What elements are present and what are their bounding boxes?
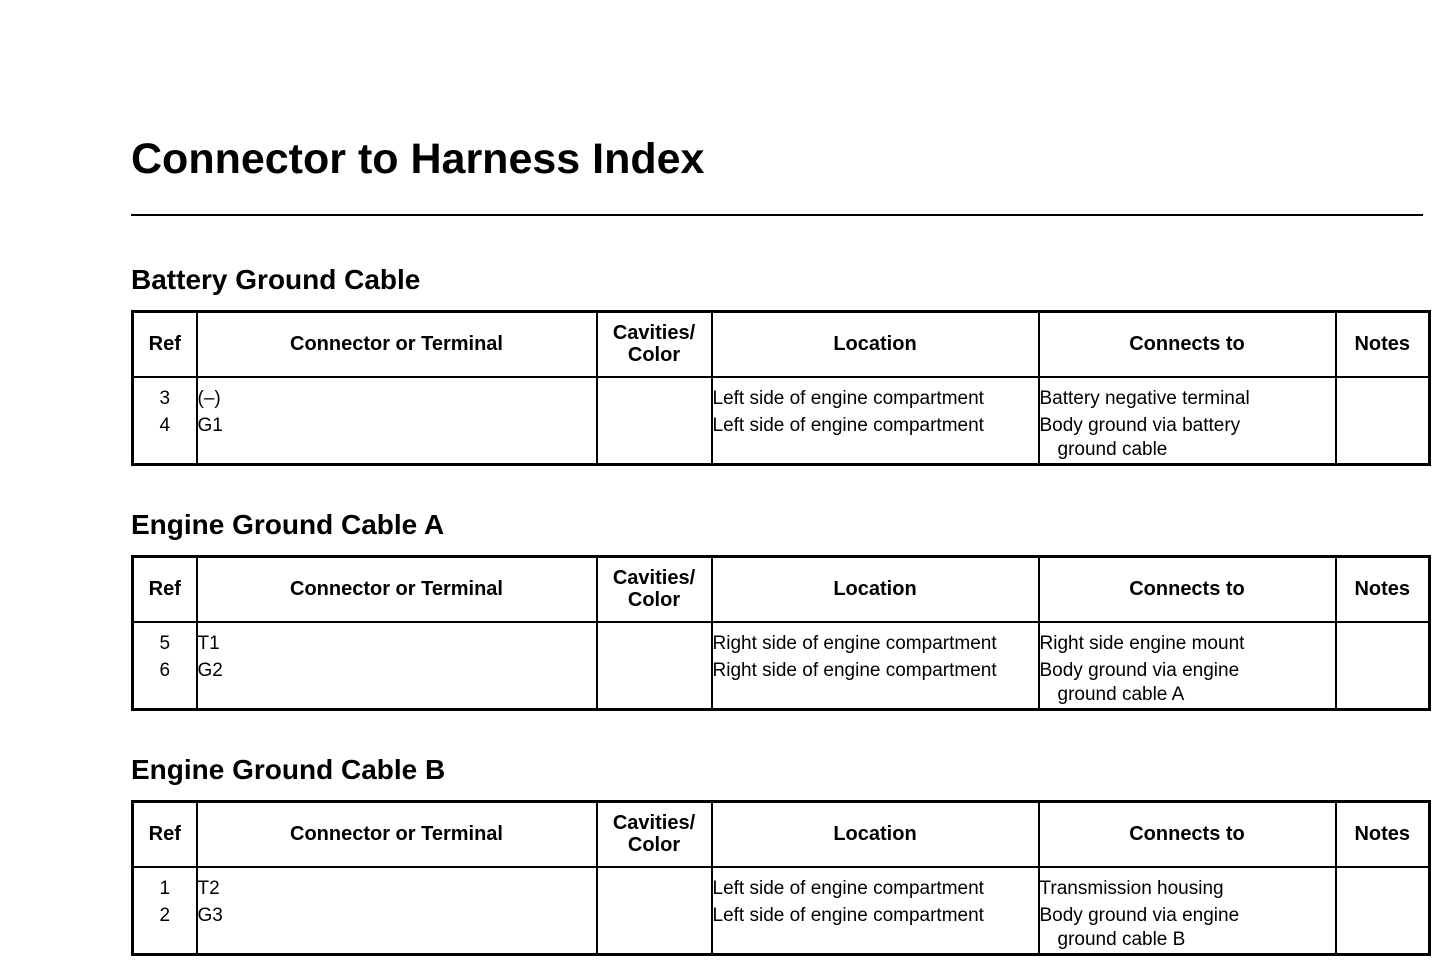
terminal-cell bbox=[197, 622, 597, 710]
location-value: Left side of engine compartment bbox=[712, 877, 984, 899]
index-table-engine-ground-cable-b bbox=[131, 800, 1431, 956]
col-header-connects-to: Connects to bbox=[1039, 802, 1336, 867]
col-header-connector-terminal: Connector or Terminal bbox=[197, 802, 597, 867]
location-cell bbox=[712, 867, 1039, 955]
location-value: Left side of engine compartment bbox=[712, 414, 984, 436]
col-header-notes: Notes bbox=[1336, 802, 1430, 867]
ref-value: 1 bbox=[159, 877, 171, 899]
ref-value: 2 bbox=[159, 904, 171, 926]
table-header-row bbox=[133, 557, 1430, 622]
terminal-value: T1 bbox=[197, 632, 220, 654]
col-header-color: Color bbox=[627, 834, 681, 857]
notes-value bbox=[1337, 385, 1429, 412]
connects-to-continuation: ground cable bbox=[1057, 438, 1168, 460]
notes-value bbox=[1337, 412, 1429, 439]
col-header-cavities: Cavities/ bbox=[612, 567, 696, 590]
col-header-cavities: Cavities/ bbox=[612, 322, 696, 345]
table-row bbox=[133, 622, 1430, 710]
cavities-value bbox=[598, 902, 711, 929]
terminal-value: T2 bbox=[197, 877, 220, 899]
cavities-cell bbox=[597, 377, 712, 465]
location-value: Right side of engine compartment bbox=[712, 659, 997, 681]
connects-to-value: Body ground via battery bbox=[1039, 414, 1241, 436]
table-row bbox=[133, 867, 1430, 955]
connects-to-value: Right side engine mount bbox=[1039, 632, 1245, 654]
title-divider bbox=[131, 214, 1423, 216]
connects-to-value: Battery negative terminal bbox=[1039, 387, 1250, 409]
col-header-color: Color bbox=[627, 589, 681, 612]
cavities-cell bbox=[597, 622, 712, 710]
location-value: Left side of engine compartment bbox=[712, 904, 984, 926]
notes-cell bbox=[1336, 377, 1430, 465]
connects-to-cell bbox=[1039, 622, 1336, 710]
col-header-notes: Notes bbox=[1336, 557, 1430, 622]
cavities-value bbox=[598, 630, 711, 657]
cavities-value bbox=[598, 875, 711, 902]
cavities-cell bbox=[597, 867, 712, 955]
notes-cell bbox=[1336, 622, 1430, 710]
location-cell bbox=[712, 622, 1039, 710]
table-row bbox=[133, 377, 1430, 465]
index-table-engine-ground-cable-a bbox=[131, 555, 1431, 711]
terminal-value: G3 bbox=[197, 904, 223, 926]
col-header-connector-terminal: Connector or Terminal bbox=[197, 312, 597, 377]
ref-value: 5 bbox=[159, 632, 171, 654]
ref-value: 4 bbox=[159, 414, 171, 436]
notes-value bbox=[1337, 657, 1429, 684]
col-header-cavities-color bbox=[597, 557, 712, 622]
connects-to-value: Body ground via engine bbox=[1039, 659, 1240, 681]
section-title-battery-ground-cable: Battery Ground Cable bbox=[131, 264, 421, 295]
cavities-value bbox=[598, 412, 711, 439]
cavities-value bbox=[598, 385, 711, 412]
index-table-battery-ground-cable bbox=[131, 310, 1431, 466]
terminal-cell bbox=[197, 867, 597, 955]
connects-to-value: Transmission housing bbox=[1039, 877, 1224, 899]
col-header-cavities: Cavities/ bbox=[612, 812, 696, 835]
connects-to-cell bbox=[1039, 867, 1336, 955]
col-header-cavities-color bbox=[597, 802, 712, 867]
ref-cell bbox=[133, 622, 197, 710]
col-header-color: Color bbox=[627, 344, 681, 367]
connects-to-cell bbox=[1039, 377, 1336, 465]
connects-to-value: Body ground via engine bbox=[1039, 904, 1240, 926]
col-header-notes: Notes bbox=[1336, 312, 1430, 377]
connects-to-continuation: ground cable A bbox=[1057, 683, 1185, 705]
terminal-value: G2 bbox=[197, 659, 223, 681]
col-header-connects-to: Connects to bbox=[1039, 312, 1336, 377]
col-header-ref: Ref bbox=[133, 557, 197, 622]
ref-value: 3 bbox=[159, 387, 171, 409]
location-value: Right side of engine compartment bbox=[712, 632, 997, 654]
table-header-row bbox=[133, 802, 1430, 867]
notes-value bbox=[1337, 902, 1429, 929]
col-header-cavities-color bbox=[597, 312, 712, 377]
notes-value bbox=[1337, 630, 1429, 657]
section-title-engine-ground-cable-b: Engine Ground Cable B bbox=[131, 754, 446, 785]
col-header-connects-to: Connects to bbox=[1039, 557, 1336, 622]
table-header-row bbox=[133, 312, 1430, 377]
ref-cell bbox=[133, 377, 197, 465]
ref-value: 6 bbox=[159, 659, 171, 681]
section-title-engine-ground-cable-a: Engine Ground Cable A bbox=[131, 509, 445, 540]
notes-value bbox=[1337, 875, 1429, 902]
col-header-ref: Ref bbox=[133, 802, 197, 867]
location-value: Left side of engine compartment bbox=[712, 387, 984, 409]
col-header-connector-terminal: Connector or Terminal bbox=[197, 557, 597, 622]
terminal-value: (–) bbox=[197, 387, 221, 409]
col-header-location: Location bbox=[712, 802, 1039, 867]
ref-cell bbox=[133, 867, 197, 955]
col-header-location: Location bbox=[712, 312, 1039, 377]
connects-to-continuation: ground cable B bbox=[1057, 928, 1186, 950]
location-cell bbox=[712, 377, 1039, 465]
page-title: Connector to Harness Index bbox=[131, 135, 705, 183]
col-header-location: Location bbox=[712, 557, 1039, 622]
terminal-value: G1 bbox=[197, 414, 223, 436]
terminal-cell bbox=[197, 377, 597, 465]
notes-cell bbox=[1336, 867, 1430, 955]
col-header-ref: Ref bbox=[133, 312, 197, 377]
cavities-value bbox=[598, 657, 711, 684]
